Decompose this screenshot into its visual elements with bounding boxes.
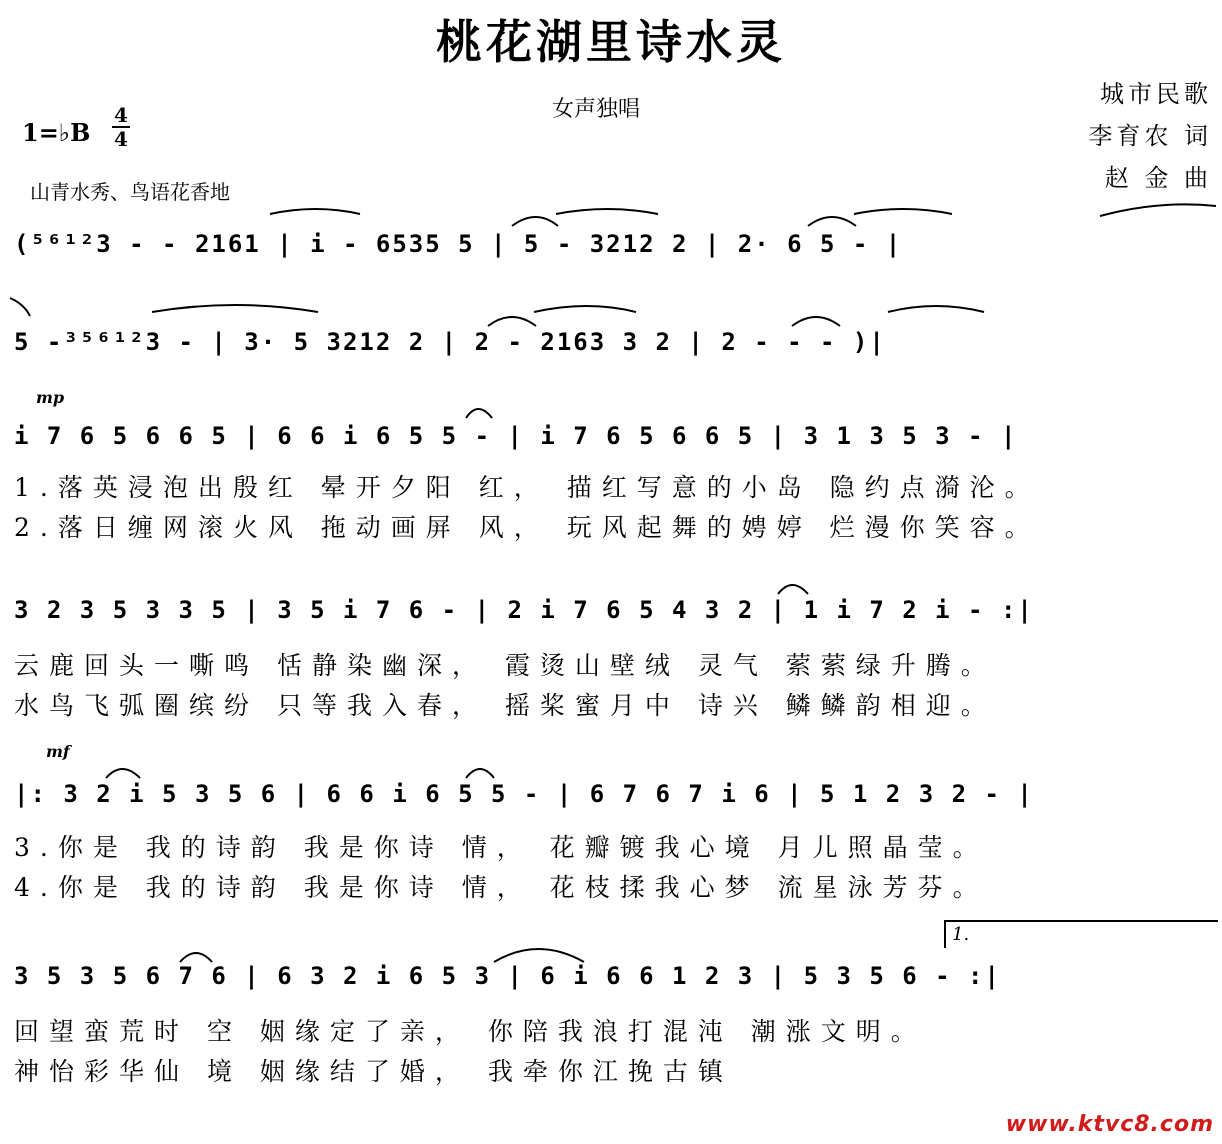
time-signature-top: 4: [114, 103, 128, 127]
slur: [152, 305, 318, 312]
notation-line-4: 3 2 3 5 3 3 5 | 3 5 i 7 6 - | 2 i 7 6 5 4 3 2 | 1 i 7 2 i - :|: [14, 596, 1034, 624]
slur: [808, 217, 856, 226]
time-signature-bottom: 4: [114, 127, 128, 151]
key-signature: 1=♭B: [22, 118, 91, 147]
lyric-verse-2b: 水鸟飞弧圈缤纷 只等我入春， 摇桨蜜月中 诗兴 鳞鳞韵相迎。: [14, 691, 996, 720]
slur: [534, 306, 636, 312]
lyric-verse-4b: 神怡彩华仙 境 姻缘结了婚， 我牵你江挽古镇: [14, 1057, 733, 1086]
slur: [778, 585, 808, 594]
credit-composer: 赵 金 曲: [1104, 164, 1212, 192]
volta-label: 1.: [952, 924, 970, 945]
credit-lyricist: 李育农 词: [1088, 122, 1212, 150]
slur: [106, 769, 140, 778]
slur: [1100, 204, 1216, 216]
slur: [854, 209, 952, 214]
lyric-verse-3b: 回望蛮荒时 空 姻缘定了亲， 你陪我浪打混沌 潮涨文明。: [14, 1017, 926, 1046]
notation-line-6: 3 5 3 5 6 7 6 | 6 3 2 i 6 5 3 | 6 i 6 6 1 2 3 | 5 3 5 6 - :|: [14, 962, 1001, 990]
lyric-verse-2a: 2.落日缠网滚火风 拖动画屏 风， 玩风起舞的娉婷 烂漫你笑容。: [14, 513, 1040, 542]
notation-line-3: i 7 6 5 6 6 5 | 6 6 i 6 5 5 - | i 7 6 5 6 6 5 | 3 1 3 5 3 - |: [14, 422, 1018, 450]
slur: [556, 209, 658, 214]
lyric-verse-3a: 3.你是 我的诗韵 我是你诗 情， 花瓣镀我心境 月儿照晶莹。: [14, 833, 988, 862]
slur: [270, 209, 360, 214]
slur: [494, 949, 584, 962]
notation-line-5: |: 3 2 i 5 3 5 6 | 6 6 i 6 5 5 - | 6 7 6 7 i 6 | 5 1 2 3 2 - |: [14, 780, 1034, 808]
lyric-verse-1b: 云鹿回头一嘶鸣 恬静染幽深， 霞烫山壁绒 灵气 萦萦绿升腾。: [14, 651, 996, 680]
notation-line-2: 5 -³⁵⁶¹²3 - | 3· 5 3212 2 | 2 - 2163 3 2 | 2 - - - )|: [14, 328, 886, 356]
lyric-verse-4a: 4.你是 我的诗韵 我是你诗 情， 花枝揉我心梦 流星泳芳芬。: [14, 873, 988, 902]
slur: [792, 317, 840, 326]
dynamic-mf: mf: [46, 742, 70, 761]
performance-type: 女声独唱: [552, 97, 641, 122]
slur: [180, 953, 212, 962]
credit-genre: 城市民歌: [1100, 80, 1212, 108]
dynamic-mp: mp: [36, 388, 65, 407]
tempo-expression: 山青水秀、鸟语花香地: [30, 180, 230, 204]
site-watermark: www.ktvc8.com: [1005, 1112, 1214, 1137]
slur: [466, 409, 492, 418]
slur: [888, 306, 984, 312]
notation-line-1: (⁵⁶¹²3 - - 2161 | i - 6535 5 | 5 - 3212 2 | 2· 6 5 - |: [14, 230, 903, 258]
slur: [10, 298, 30, 316]
slur: [512, 217, 558, 226]
song-title: 桃花湖里诗水灵: [436, 15, 786, 69]
lyric-verse-1a: 1.落英浸泡出殷红 晕开夕阳 红， 描红写意的小岛 隐约点漪沦。: [14, 473, 1040, 502]
slur: [488, 317, 536, 326]
slur: [466, 769, 494, 778]
